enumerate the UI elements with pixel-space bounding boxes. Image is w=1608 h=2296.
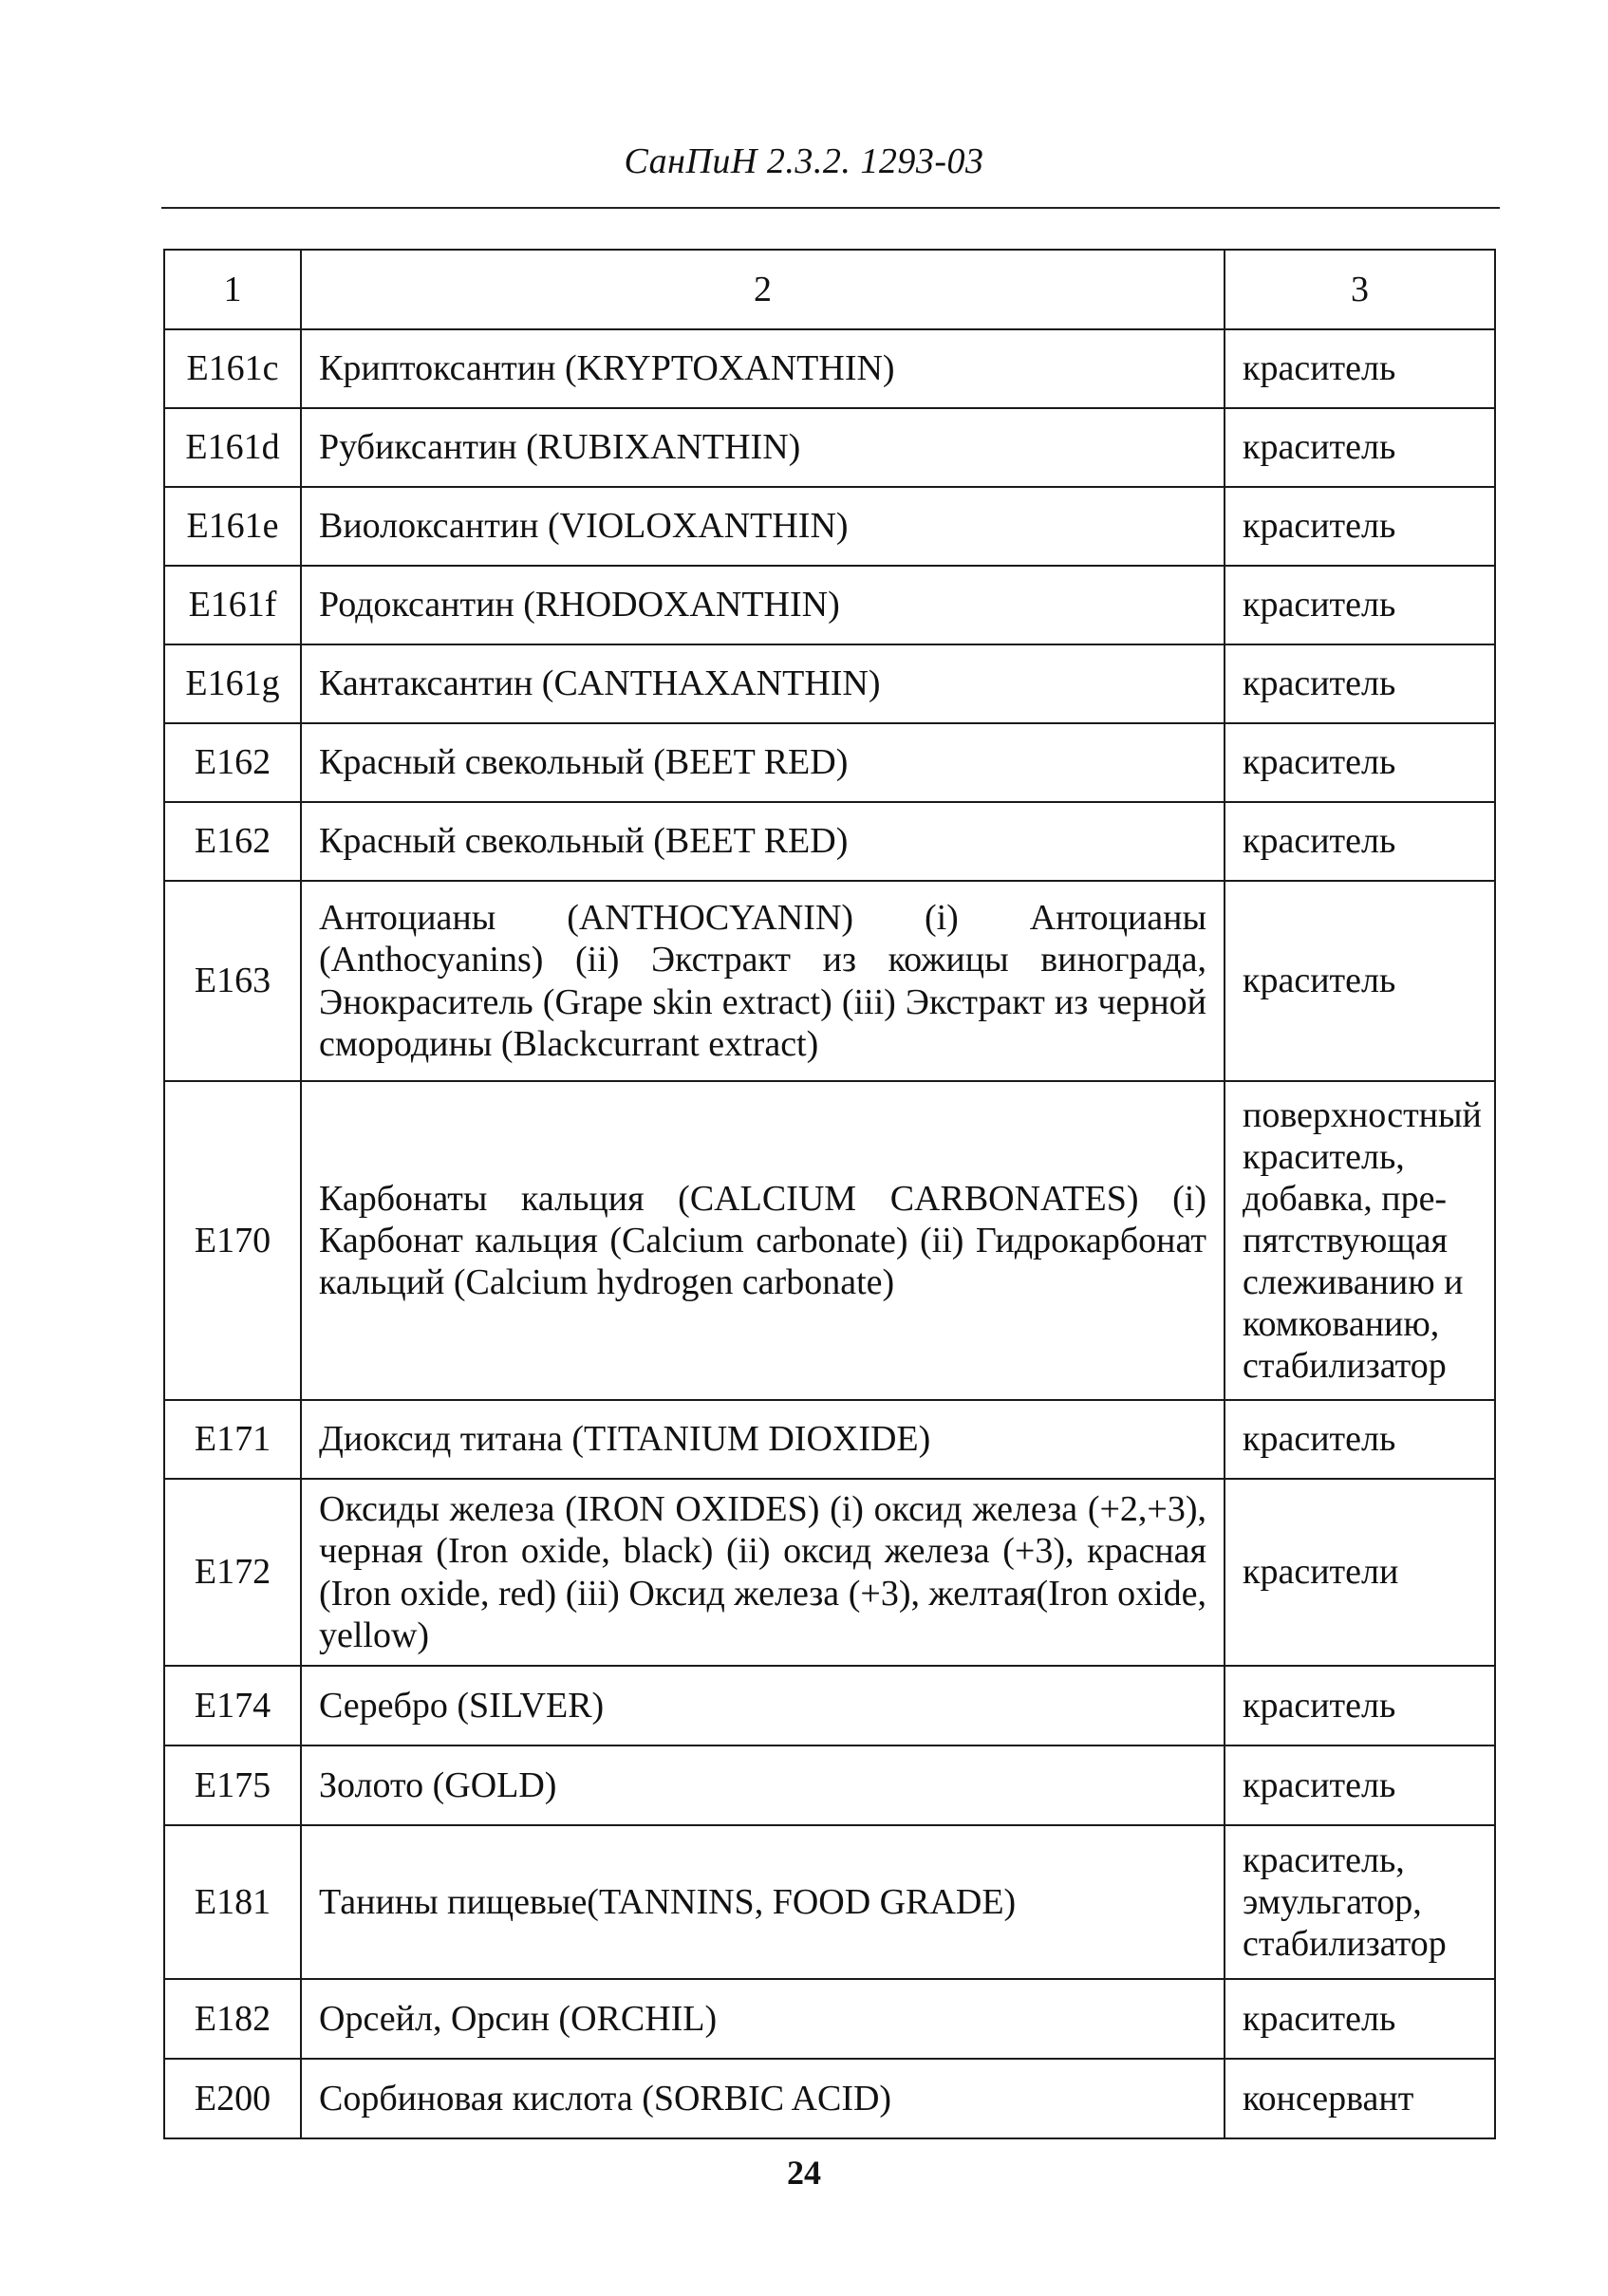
column-header-1: 1 bbox=[164, 250, 301, 329]
table-row bbox=[164, 2059, 1495, 2138]
additive-function: краситель bbox=[1225, 1666, 1495, 1745]
header-divider bbox=[161, 207, 1500, 209]
table-header-row bbox=[164, 250, 1495, 329]
table-row bbox=[164, 1979, 1495, 2059]
table-row bbox=[164, 1479, 1495, 1666]
additive-code: E172 bbox=[164, 1479, 301, 1666]
additive-function: краситель bbox=[1225, 723, 1495, 802]
additive-name: Диоксид титана (TITANIUM DIOXIDE) bbox=[301, 1400, 1225, 1479]
table-row bbox=[164, 1400, 1495, 1479]
additive-name: Красный свекольный (BEET RED) bbox=[301, 802, 1225, 881]
table-row bbox=[164, 1825, 1495, 1979]
additive-function: краситель bbox=[1225, 1745, 1495, 1825]
column-header-3: 3 bbox=[1225, 250, 1495, 329]
additive-function: краситель bbox=[1225, 802, 1495, 881]
additive-function: красители bbox=[1225, 1479, 1495, 1666]
additive-code: E171 bbox=[164, 1400, 301, 1479]
additive-code: E170 bbox=[164, 1081, 301, 1400]
additive-code: E174 bbox=[164, 1666, 301, 1745]
table-row bbox=[164, 1666, 1495, 1745]
table-row bbox=[164, 329, 1495, 408]
additive-name: Золото (GOLD) bbox=[301, 1745, 1225, 1825]
additive-name: Сорбиновая кислота (SORBIC ACID) bbox=[301, 2059, 1225, 2138]
additive-name: Карбонаты кальция (CALCIUM CARBONATES) (i) Карбонат кальция (Calcium carbonate) (ii) Гидрокарбонат кальций (Calcium hydrogen carbonate) bbox=[301, 1081, 1225, 1400]
additive-function: краситель, эмульгатор, стабилизатор bbox=[1225, 1825, 1495, 1979]
additive-function: краситель bbox=[1225, 408, 1495, 487]
table-row bbox=[164, 644, 1495, 723]
page-number: 24 bbox=[787, 2154, 821, 2192]
additive-function: краситель bbox=[1225, 881, 1495, 1081]
additive-name: Родоксантин (RHODOXANTHIN) bbox=[301, 566, 1225, 644]
additive-name: Антоцианы (ANTHOCYANIN) (i) Антоцианы (Anthocyanins) (ii) Экстракт из кожицы винограда, Энокраситель (Grape skin extract) (iii) Экстракт из черной смородины (Blackcurrant extract) bbox=[301, 881, 1225, 1081]
additive-code: E161c bbox=[164, 329, 301, 408]
table-row bbox=[164, 802, 1495, 881]
additive-function: краситель bbox=[1225, 644, 1495, 723]
additive-code: E200 bbox=[164, 2059, 301, 2138]
additive-function: краситель bbox=[1225, 329, 1495, 408]
table-row bbox=[164, 408, 1495, 487]
table-row bbox=[164, 881, 1495, 1081]
table-row bbox=[164, 723, 1495, 802]
additive-function: краситель bbox=[1225, 487, 1495, 566]
additive-name: Красный свекольный (BEET RED) bbox=[301, 723, 1225, 802]
additive-code: E175 bbox=[164, 1745, 301, 1825]
additive-function: краситель bbox=[1225, 566, 1495, 644]
additive-code: E162 bbox=[164, 802, 301, 881]
additive-code: E161d bbox=[164, 408, 301, 487]
table-row bbox=[164, 1745, 1495, 1825]
additive-function: поверхностный краситель, добавка, пре-пятствующая слеживанию и комкованию, стабилизатор bbox=[1225, 1081, 1495, 1400]
additive-function: краситель bbox=[1225, 1979, 1495, 2059]
table-row bbox=[164, 487, 1495, 566]
additive-name: Танины пищевые(TANNINS, FOOD GRADE) bbox=[301, 1825, 1225, 1979]
food-additives-table bbox=[163, 249, 1496, 2139]
table-row bbox=[164, 1081, 1495, 1400]
table-row bbox=[164, 566, 1495, 644]
additive-code: E162 bbox=[164, 723, 301, 802]
additive-name: Орсейл, Орсин (ORCHIL) bbox=[301, 1979, 1225, 2059]
additive-code: E181 bbox=[164, 1825, 301, 1979]
additive-function: краситель bbox=[1225, 1400, 1495, 1479]
additive-name: Кантаксантин (CANTHAXANTHIN) bbox=[301, 644, 1225, 723]
additive-code: E161f bbox=[164, 566, 301, 644]
document-header-title: СанПиН 2.3.2. 1293-03 bbox=[624, 141, 984, 181]
additive-name: Серебро (SILVER) bbox=[301, 1666, 1225, 1745]
additive-name: Оксиды железа (IRON OXIDES) (i) оксид железа (+2,+3), черная (Iron oxide, black) (ii) оксид железа (+3), красная (Iron oxide, red) (iii) Оксид железа (+3), желтая(Iron oxide, yellow) bbox=[301, 1479, 1225, 1666]
additive-name: Криптоксантин (KRYPTOXANTHIN) bbox=[301, 329, 1225, 408]
additive-code: E163 bbox=[164, 881, 301, 1081]
column-header-2: 2 bbox=[301, 250, 1225, 329]
additive-name: Виолоксантин (VIOLOXANTHIN) bbox=[301, 487, 1225, 566]
additive-code: E161g bbox=[164, 644, 301, 723]
additive-name: Рубиксантин (RUBIXANTHIN) bbox=[301, 408, 1225, 487]
additive-code: E161e bbox=[164, 487, 301, 566]
additive-function: консервант bbox=[1225, 2059, 1495, 2138]
additive-code: E182 bbox=[164, 1979, 301, 2059]
